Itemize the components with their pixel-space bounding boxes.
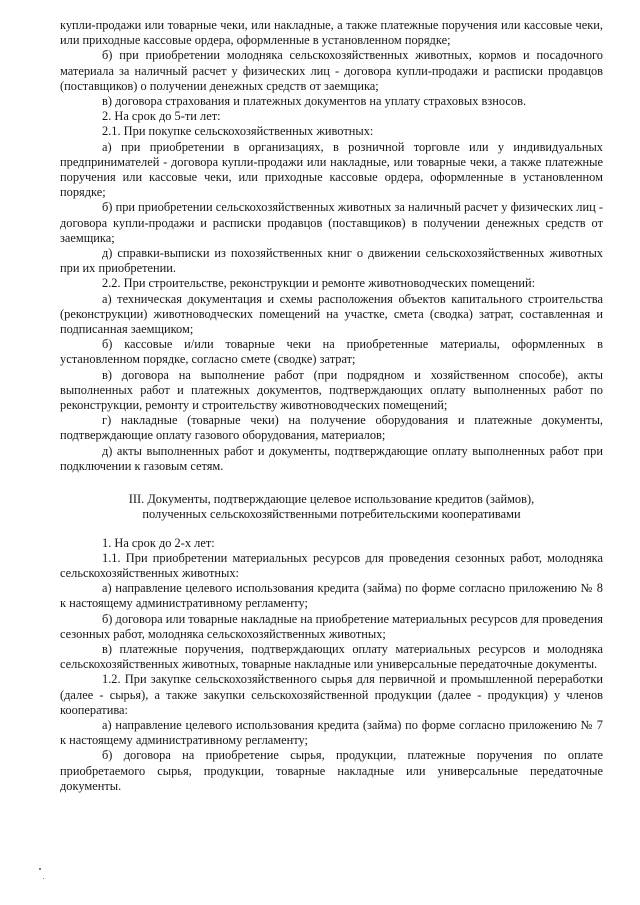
paragraph-2-1-d: д) справки-выписки из похозяйственных книг о движении сельскохозяйственных животных при их приобретении.: [60, 246, 603, 276]
paragraph-1-1-b: б) договора или товарные накладные на приобретение материальных ресурсов для проведения сезонных работ, молодняка сельскохозяйственных животных;: [60, 611, 603, 641]
paragraph-2-2-b: б) кассовые и/или товарные чеки на приобретенные материалы, оформленных в установленном порядке, согласно смете (сводке) затрат;: [60, 337, 603, 367]
scan-speck: [39, 868, 41, 870]
paragraph-1-2-raw-materials: 1.2. При закупке сельскохозяйственного сырья для первичной и промышленной переработки (далее - сырья), а также закупки сельскохозяйственной продукции (далее - продукция) у членов кооператива:: [60, 672, 603, 717]
paragraph-item-b-cash-purchase: б) при приобретении молодняка сельскохозяйственных животных, кормов и посадочного материала за наличный расчет у физических лиц - договора купли-продажи и расписки продавцов (поставщиков) о получении денежных средств от заемщика;: [60, 48, 603, 93]
paragraph-term-2-years: 1. На срок до 2-х лет:: [102, 535, 215, 550]
paragraph-2-2-a: а) техническая документация и схемы расположения объектов капитального строительства (реконструкции) животноводческих помещений на участке, смета (сводка) затрат, составленная и подписанная заемщиком;: [60, 291, 603, 337]
section-heading-line-1: III. Документы, подтверждающие целевое использование кредитов (займов),: [128, 492, 535, 507]
paragraph-2-2-v: в) договора на выполнение работ (при подрядном и хозяйственном способе), акты выполненных работ и платежных документов, подтверждающих оплату выполненных работ по реконструкции, ремонту и строительству животноводческих помещений;: [60, 367, 603, 413]
paragraph-1-1-v: в) платежные поручения, подтверждающих оплату материальных ресурсов и молодняка сельскохозяйственных животных, товарные накладные или универсальные передаточные документы.: [60, 641, 603, 672]
paragraph-continuation: купли-продажи или товарные чеки, или накладные, а также платежные поручения или кассовые чеки, или приходные кассовые ордера, оформленные в установленном порядке;: [60, 18, 603, 48]
paragraph-2-1-livestock: 2.1. При покупке сельскохозяйственных животных:: [102, 124, 374, 139]
document-body: [60, 18, 603, 794]
paragraph-term-5-years: 2. На срок до 5-ти лет:: [102, 109, 221, 124]
section-heading-line-2: полученных сельскохозяйственными потребительскими кооперативами: [142, 507, 521, 522]
paragraph-2-2-d: д) акты выполненных работ и документы, подтверждающие оплату выполненных работ при подключении к газовым сетям.: [60, 443, 603, 473]
paragraph-2-2-g: г) накладные (товарные чеки) на получение оборудования и платежные документы, подтверждающие оплату газового оборудования, материалов;: [60, 413, 603, 443]
scan-speck: [43, 878, 44, 879]
paragraph-1-1-a: а) направление целевого использования кредита (займа) по форме согласно приложению № 8 к настоящему административному регламенту;: [60, 581, 603, 611]
paragraph-2-1-b: б) при приобретении сельскохозяйственных животных за наличный расчет у физических лиц - договора купли-продажи и расписки продавцов (поставщиков) в получении денежных средств от заемщика;: [60, 200, 603, 245]
paragraph-2-2-construction: 2.2. При строительстве, реконструкции и ремонте животноводческих помещений:: [102, 276, 536, 291]
paragraph-1-1-materials: 1.1. При приобретении материальных ресурсов для проведения сезонных работ, молодняка сельскохозяйственных животных:: [60, 550, 603, 580]
paragraph-2-1-a: а) при приобретении в организациях, в розничной торговле или у индивидуальных предпринимателей - договора купли-продажи или накладные, или товарные чеки, а также платежные поручения или кассовые чеки, или приходные кассовые ордера, оформленные в установленном порядке;: [60, 139, 603, 200]
paragraph-1-2-b: б) договора на приобретение сырья, продукции, платежные поручения по оплате приобретаемого сырья, продукции, товарные накладные или универсальные передаточные документы.: [60, 748, 603, 793]
paragraph-item-v-insurance: в) договора страхования и платежных документов на уплату страховых взносов.: [102, 94, 527, 109]
paragraph-1-2-a: а) направление целевого использования кредита (займа) по форме согласно приложению № 7 к настоящему административному регламенту;: [60, 717, 603, 748]
